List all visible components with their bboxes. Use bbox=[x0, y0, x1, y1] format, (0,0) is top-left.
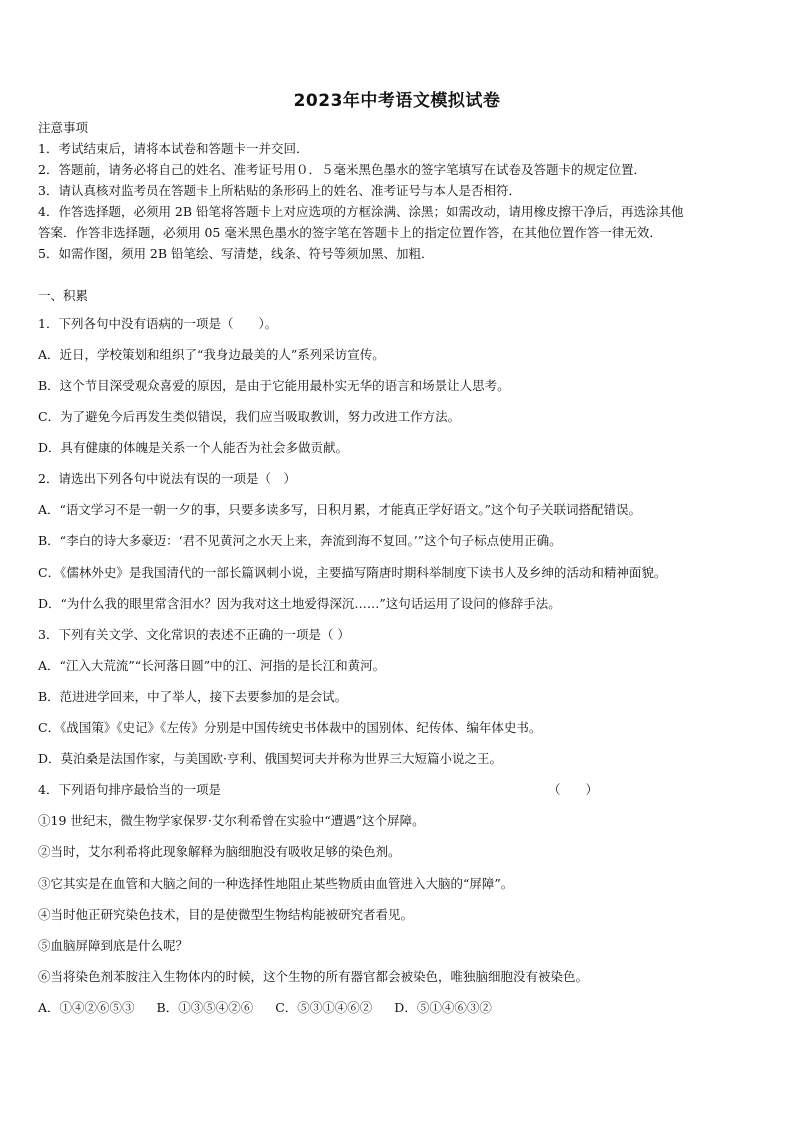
option: C．《儒林外史》是我国清代的一部长篇讽刺小说，主要描写隋唐时期科举制度下读书人及乡绅的活动和精神面貌。 bbox=[38, 565, 667, 580]
option: A．①④②⑥⑤③ bbox=[38, 1000, 135, 1015]
option: D．莫泊桑是法国作家，与美国欧·亨利、俄国契诃夫并称为世界三大短篇小说之王。 bbox=[38, 751, 502, 766]
sentence: ⑥当将染色剂苯胺注入生物体内的时候，这个生物的所有器官都会被染色，唯独脑细胞没有被染色。 bbox=[38, 969, 589, 984]
option: D．具有健康的体魄是关系一个人能否为社会多做贡献。 bbox=[38, 440, 349, 455]
option: A．“江入大荒流”“长河落日圆”中的江、河指的是长江和黄河。 bbox=[38, 658, 386, 673]
option: B．“李白的诗大多豪迈：‘君不见黄河之水天上来，奔流到海不复回。’”这个句子标点使用正确。 bbox=[38, 533, 562, 548]
option: A．“语文学习不是一朝一夕的事，只要多读多写，日积月累，才能真正学好语文。”这个句子关联词搭配错误。 bbox=[38, 502, 642, 517]
option: B．①③⑤④②⑥ bbox=[156, 1000, 254, 1015]
notice-item: 答案．作答非选择题，必须用 05 毫米黑色墨水的签字笔在答题卡上的指定位置作答，在其他位置作答一律无效． bbox=[38, 225, 662, 240]
notice-item: 5．如需作图，须用 2B 铅笔绘、写清楚，线条、符号等须加黑、加粗． bbox=[38, 246, 434, 261]
option: B．这个节目深受观众喜爱的原因，是由于它能用最朴实无华的语言和场景让人思考。 bbox=[38, 378, 510, 393]
option: D．“为什么我的眼里常含泪水？因为我对这土地爱得深沉……”这句话运用了设问的修辞手法。 bbox=[38, 596, 561, 611]
notice-item: 4．作答选择题，必须用 2B 铅笔将答题卡上对应选项的方框涂满、涂黑；如需改动，请用橡皮擦干净后，再选涂其他 bbox=[38, 204, 684, 219]
answer-blank: （ ） bbox=[548, 782, 599, 797]
question-stem: 4．下列语句排序最恰当的一项是 bbox=[38, 782, 221, 797]
sentence: ④当时他正研究染色技术，目的是使微型生物结构能被研究者看见。 bbox=[38, 907, 414, 922]
section-heading: 一、积累 bbox=[38, 288, 89, 303]
option: C．为了避免今后再发生类似错误，我们应当吸取教训，努力改进工作方法。 bbox=[38, 409, 461, 424]
sentence: ①19 世纪末，微生物学家保罗·艾尔利希曾在实验中“遭遇”这个屏障。 bbox=[38, 813, 425, 828]
sentence: ③它其实是在血管和大脑之间的一种选择性地阻止某些物质由血管进入大脑的“屏障”。 bbox=[38, 876, 514, 891]
notice-item: 1．考试结束后，请将本试卷和答题卡一并交回． bbox=[38, 141, 309, 156]
option: D．⑤①④⑥③② bbox=[394, 1000, 492, 1015]
notice-item: 3．请认真核对监考员在答题卡上所粘贴的条形码上的姓名、准考证号与本人是否相符． bbox=[38, 183, 521, 198]
option: C．《战国策》《史记》《左传》分别是中国传统史书体裁中的国别体、纪传体、编年体史书。 bbox=[38, 720, 542, 735]
notice-item: 2．答题前，请务必将自己的姓名、准考证号用０．５毫米黑色墨水的签字笔填写在试卷及答题卡的规定位置． bbox=[38, 162, 646, 177]
question-stem: 3．下列有关文学、文化常识的表述不正确的一项是（ ） bbox=[38, 627, 350, 642]
sentence: ②当时，艾尔利希将此现象解释为脑细胞没有吸收足够的染色剂。 bbox=[38, 844, 401, 859]
sentence: ⑤血脑屏障到底是什么呢？ bbox=[38, 938, 189, 953]
option: C．⑤③①④⑥② bbox=[275, 1000, 373, 1015]
question-stem: 1．下列各句中没有语病的一项是（ ）。 bbox=[38, 316, 278, 331]
question-stem: 2．请选出下列各句中说法有误的一项是（ ） bbox=[38, 471, 296, 486]
option: A．近日，学校策划和组织了“我身边最美的人”系列采访宣传。 bbox=[38, 347, 385, 362]
exam-title: 2023年中考语文模拟试卷 bbox=[293, 91, 501, 111]
option: B．范进进学回来，中了举人，接下去要参加的是会试。 bbox=[38, 689, 348, 704]
notice-heading: 注意事项 bbox=[38, 120, 89, 135]
option-row bbox=[38, 1000, 758, 1016]
